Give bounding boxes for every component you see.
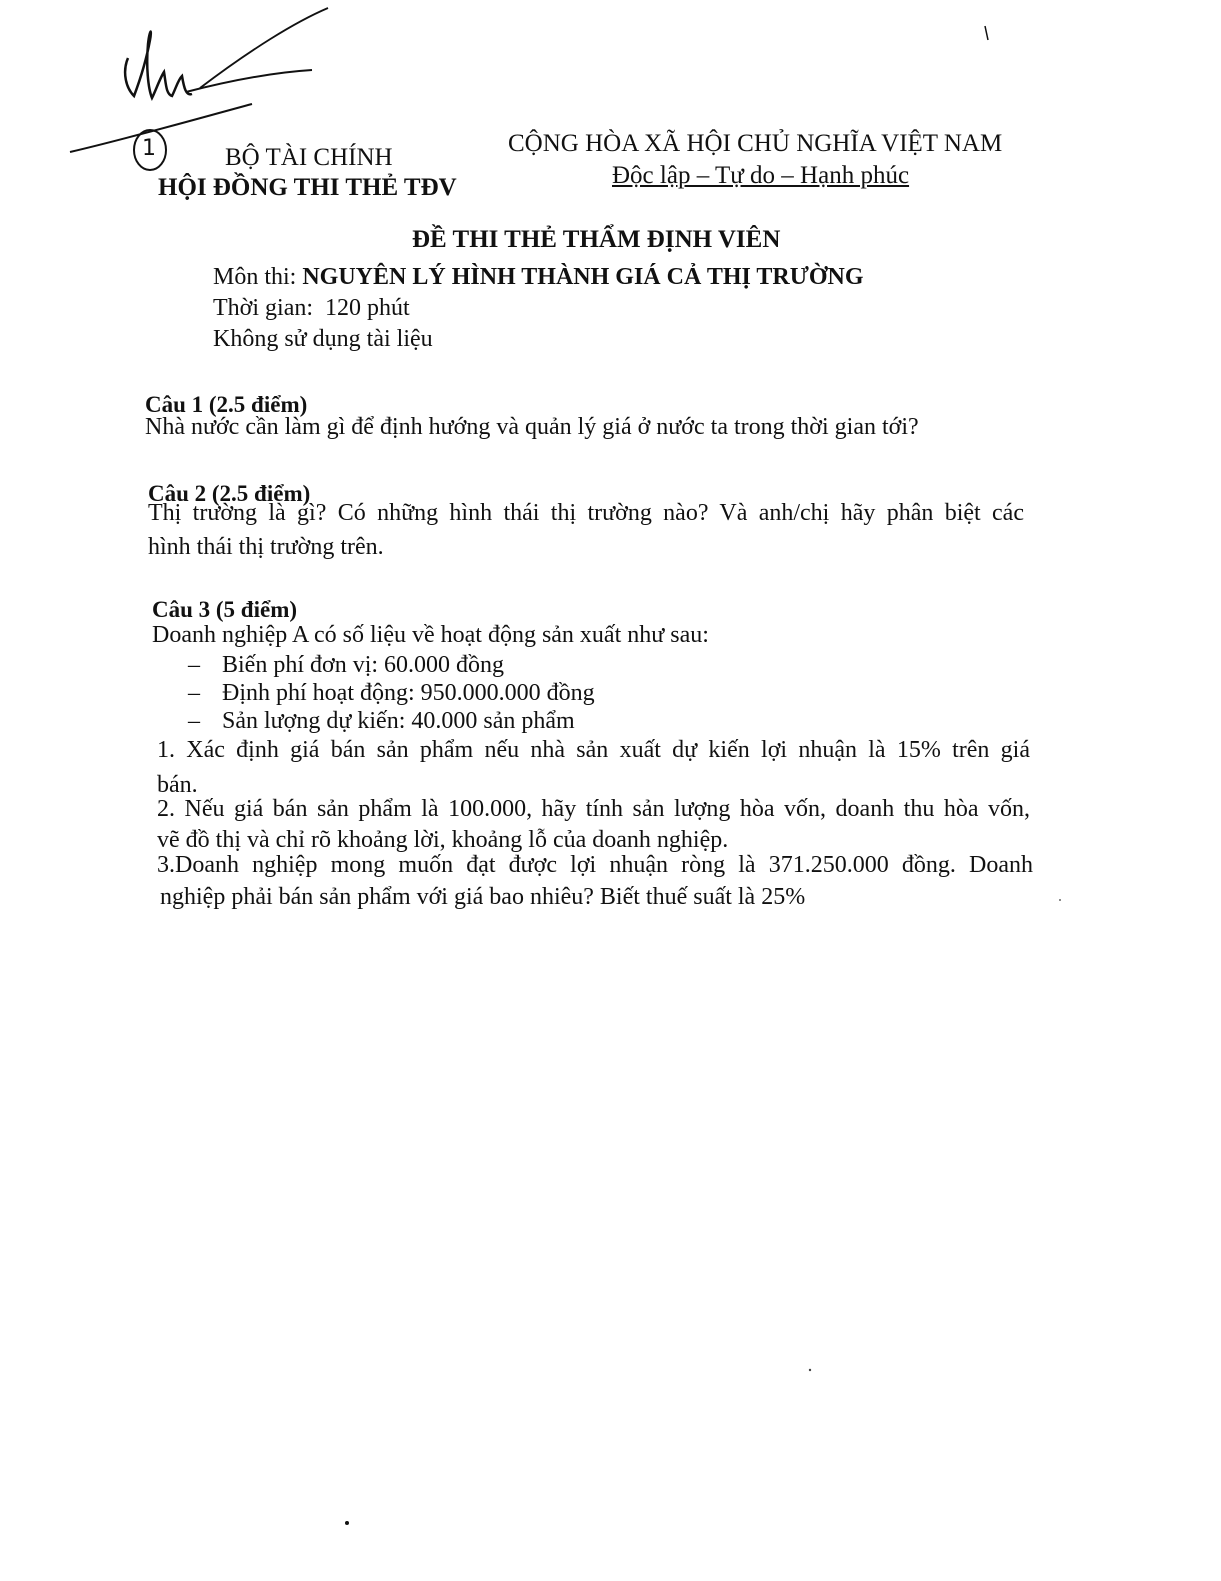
time-label: Thời gian: [213,295,314,321]
exam-note: Không sử dụng tài liệu [213,326,433,352]
question-3-intro: Doanh nghiệp A có số liệu về hoạt động sản xuất như sau: [152,622,709,648]
question-3-part-3-cont: nghiệp phải bán sản phẩm với giá bao nhiêu? Biết thuế suất là 25% [160,884,806,910]
question-3-heading: Câu 3 (5 điểm) [152,597,298,622]
subject-name: NGUYÊN LÝ HÌNH THÀNH GIÁ CẢ THỊ TRƯỜNG [302,264,864,290]
question-2-line-2: hình thái thị trường trên. [148,534,384,560]
question-1-heading: Câu 1 (2.5 điểm) [145,392,308,417]
question-2-heading: Câu 2 (2.5 điểm) [148,481,311,506]
question-2-line-1: Thị trường là gì? Có những hình thái thị trường nào? Và anh/chị hãy phân biệt các [148,500,1024,526]
question-3-part-2: 2. Nếu giá bán sản phẩm là 100.000, hãy tính sản lượng hòa vốn, doanh thu hòa vốn, [157,796,1030,822]
question-3-part-1: 1. Xác định giá bán sản phẩm nếu nhà sản xuất dự kiến lợi nhuận là 15% trên giá [157,737,1030,763]
country-name: CỘNG HÒA XÃ HỘI CHỦ NGHĨA VIỆT NAM [508,130,1003,157]
national-motto: Độc lập – Tự do – Hạnh phúc [612,162,910,189]
bullet-marker: – [188,680,200,706]
ministry-name: BỘ TÀI CHÍNH [225,144,393,171]
question-3-part-1-cont: bán. [157,772,198,798]
list-item [188,680,595,707]
list-item [188,652,504,679]
subject-label: Môn thi: [213,264,297,290]
exam-title: ĐỀ THI THẺ THẨM ĐỊNH VIÊN [412,226,781,253]
question-3-part-3: 3.Doanh nghiệp mong muốn đạt được lợi nhuận ròng là 371.250.000 đồng. Doanh [157,852,1033,878]
question-1-text: Nhà nước cần làm gì để định hướng và quản lý giá ở nước ta trong thời gian tới? [145,414,919,440]
subject-line [213,264,864,291]
bullet-marker: – [188,708,200,734]
list-item [188,708,575,735]
bullet-text: Sản lượng dự kiến: 40.000 sản phẩm [222,708,575,734]
bullet-text: Định phí hoạt động: 950.000.000 đồng [222,680,595,706]
bullet-marker: – [188,652,200,678]
council-name: HỘI ĐỒNG THI THẺ TĐV [158,174,457,201]
bullet-text: Biến phí đơn vị: 60.000 đồng [222,652,505,678]
sheet-number-mark: 1 [142,136,156,161]
time-line [213,295,410,322]
question-3-part-2-cont: vẽ đồ thị và chỉ rõ khoảng lời, khoảng lỗ của doanh nghiệp. [157,827,729,853]
time-value: 120 phút [325,295,410,321]
